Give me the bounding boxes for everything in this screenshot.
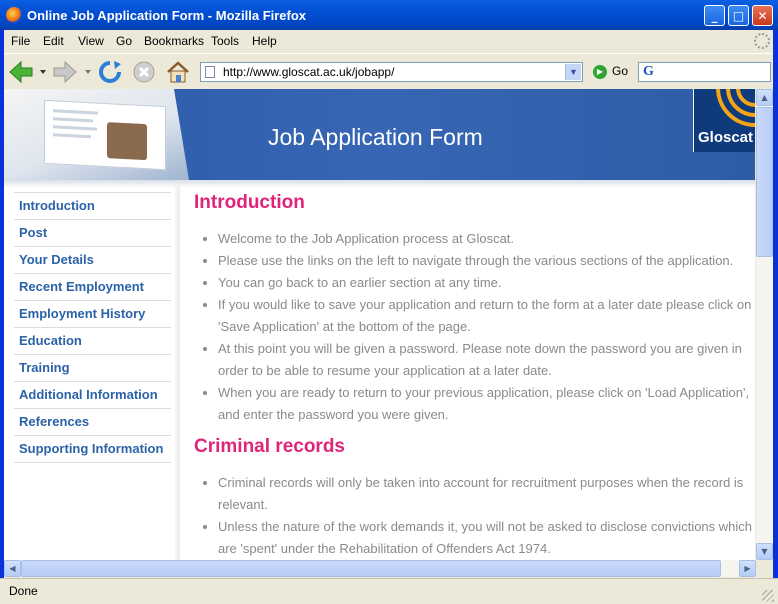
sidebar-item-references[interactable]: References — [14, 409, 171, 436]
scroll-down-icon[interactable]: ▼ — [756, 543, 773, 560]
logo-text: Gloscat — [698, 129, 754, 146]
go-label: Go — [612, 64, 629, 78]
section-heading-introduction: Introduction — [194, 192, 305, 213]
introduction-list — [194, 228, 755, 426]
sidebar-divider — [175, 185, 180, 560]
sidebar-item-recent-employment[interactable]: Recent Employment — [14, 274, 171, 301]
scrollbar-corner — [756, 560, 773, 577]
menu-bar — [0, 30, 778, 52]
section-heading-criminal-records: Criminal records — [194, 436, 345, 457]
back-arrow-icon[interactable] — [8, 60, 48, 84]
sidebar-nav — [14, 192, 171, 463]
menu-edit[interactable]: Edit — [43, 34, 64, 48]
page-title: Job Application Form — [268, 124, 483, 150]
menu-view[interactable]: View — [78, 34, 104, 48]
sidebar-item-additional-information[interactable]: Additional Information — [14, 382, 171, 409]
list-item: • You can go back to an earlier section at any time. — [218, 272, 755, 294]
menu-bookmarks[interactable]: Bookmarks — [144, 34, 205, 48]
menu-tools[interactable]: Tools — [211, 34, 240, 48]
status-bar — [0, 578, 778, 604]
window-frame-right — [773, 30, 778, 604]
google-search-icon[interactable]: G — [643, 64, 654, 79]
scroll-up-icon[interactable]: ▲ — [756, 89, 773, 106]
sidebar-item-employment-history[interactable]: Employment History — [14, 301, 171, 328]
main-content — [194, 192, 755, 560]
maximize-button[interactable]: □ — [728, 5, 749, 26]
list-item: • Welcome to the Job Application process at Gloscat. — [218, 228, 755, 250]
sidebar-item-education[interactable]: Education — [14, 328, 171, 355]
list-item: • When you are ready to return to your previous application, please click on 'Load Application', and enter the password you were given. — [218, 382, 755, 426]
reload-icon[interactable] — [97, 60, 123, 84]
page-icon — [205, 66, 215, 78]
menu-file[interactable]: File — [11, 34, 31, 48]
sidebar-item-training[interactable]: Training — [14, 355, 171, 382]
header-banner — [4, 89, 755, 180]
stop-icon[interactable] — [131, 60, 157, 84]
scroll-right-icon[interactable]: ▶ — [739, 560, 756, 577]
status-text: Done — [9, 584, 38, 598]
list-item: • Please use the links on the left to navigate through the various sections of the application. — [218, 250, 755, 272]
search-input[interactable] — [638, 62, 771, 82]
banner-screenshot-image — [4, 89, 189, 180]
sidebar-item-supporting-information[interactable]: Supporting Information — [14, 436, 171, 463]
menu-go[interactable]: Go — [116, 34, 133, 48]
sidebar-item-post[interactable]: Post — [14, 220, 171, 247]
minimize-button[interactable]: _ — [704, 5, 725, 26]
list-item: • If you would like to save your application and return to the form at a later date please click on 'Save Application' at the bottom of the page. — [218, 294, 755, 338]
go-button[interactable] — [593, 64, 628, 79]
vertical-scrollbar[interactable] — [756, 89, 773, 560]
horizontal-scrollbar[interactable] — [4, 560, 756, 577]
forward-arrow-icon[interactable] — [52, 60, 94, 84]
resize-grip-icon[interactable] — [762, 590, 774, 602]
vertical-scroll-thumb[interactable] — [756, 107, 773, 257]
list-item: • Unless the nature of the work demands it, you will not be asked to disclose convictions which are 'spent' under the Rehabilitation of Offenders Act 1974. — [218, 516, 755, 560]
sidebar-item-introduction[interactable]: Introduction — [14, 192, 171, 220]
go-arrow-icon: ▶ — [593, 65, 607, 79]
list-item: • Criminal records will only be taken into account for recruitment purposes when the record is relevant. — [218, 472, 755, 516]
title-bar[interactable] — [0, 0, 778, 30]
list-item: • At this point you will be given a password. Please note down the password you are given in order to be able to resume your application at a later date. — [218, 338, 755, 382]
scroll-left-icon[interactable]: ◀ — [4, 560, 21, 577]
close-button[interactable]: ✕ — [752, 5, 773, 26]
menu-help[interactable]: Help — [252, 34, 277, 48]
window-title: Online Job Application Form - Mozilla Firefox — [27, 8, 307, 23]
url-text[interactable]: http://www.gloscat.ac.uk/jobapp/ — [223, 65, 395, 79]
firefox-logo-icon — [6, 7, 22, 23]
navigation-toolbar — [0, 53, 778, 90]
criminal-records-list — [194, 472, 755, 560]
throbber-icon — [754, 33, 770, 49]
chevron-down-icon[interactable]: ▼ — [565, 64, 581, 80]
gloscat-logo — [693, 89, 755, 152]
page-content — [4, 89, 755, 560]
home-icon[interactable] — [165, 60, 191, 84]
sidebar-item-your-details[interactable]: Your Details — [14, 247, 171, 274]
url-bar[interactable] — [200, 62, 583, 82]
horizontal-scroll-thumb[interactable] — [21, 560, 721, 577]
